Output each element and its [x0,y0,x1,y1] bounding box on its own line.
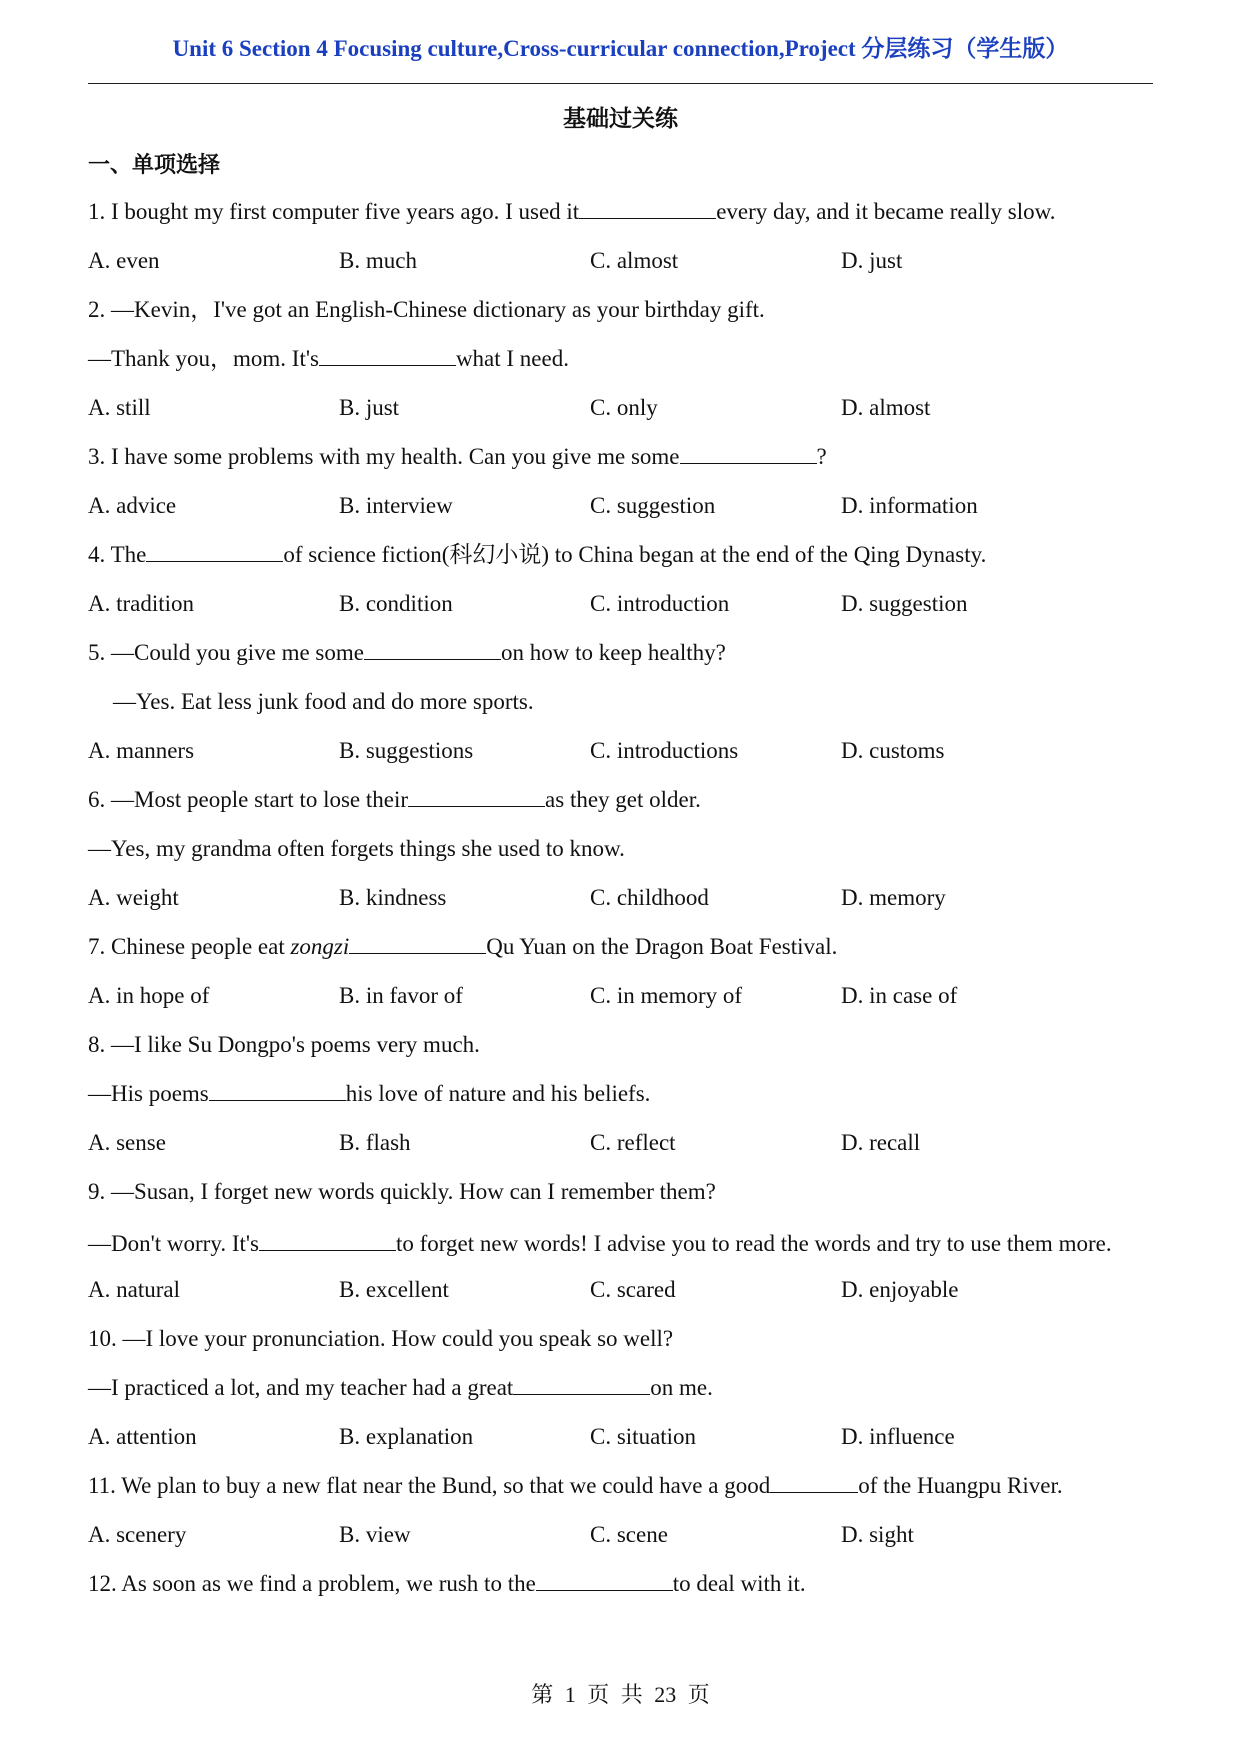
answer-option[interactable]: C. suggestion [590,493,716,518]
answer-option[interactable]: B. in favor of [339,983,463,1008]
answer-option[interactable]: B. condition [339,591,453,616]
question-item [88,631,1163,778]
answer-option[interactable]: D. just [841,248,903,273]
question-stem [88,1170,1163,1219]
question-text: 6. —Most people start to lose their [88,787,409,812]
answer-option[interactable]: C. in memory of [590,983,743,1008]
answer-options [88,876,1163,925]
answer-options [88,582,1163,631]
section-title: 基础过关练 [563,106,678,132]
question-stem [88,1317,1163,1366]
question-stem [88,631,1163,680]
answer-option[interactable]: D. memory [841,885,946,910]
question-dialogue-line [88,1072,1163,1121]
answer-option[interactable]: C. scene [590,1522,668,1547]
question-item [88,1023,1163,1170]
answer-option[interactable]: A. advice [88,493,177,518]
question-item [88,778,1163,925]
answer-options [88,1268,1163,1317]
question-text: his love of nature and his beliefs. [345,1081,651,1106]
question-text: 9. —Susan, I forget new words quickly. How can I remember them? [88,1179,716,1204]
answer-option[interactable]: B. flash [339,1130,411,1155]
question-text: 10. —I love your pronunciation. How could you speak so well? [88,1326,674,1351]
question-stem [88,435,1163,484]
answer-options [88,729,1163,778]
answer-blank[interactable] [209,1082,346,1101]
answer-option[interactable]: D. customs [841,738,945,763]
answer-options [88,239,1163,288]
answer-options [88,1513,1163,1562]
answer-blank[interactable] [349,935,486,954]
question-text: —Yes, my grandma often forgets things she used to know. [88,836,625,861]
question-item [88,288,1163,435]
question-text: ? [816,444,827,469]
answer-option[interactable]: C. situation [590,1424,697,1449]
answer-option[interactable]: C. childhood [590,885,709,910]
question-item [88,435,1163,533]
question-dialogue-line [88,827,1163,876]
question-text: 2. —Kevin，I've got an English-Chinese dictionary as your birthday gift. [88,297,765,322]
answer-option[interactable]: C. scared [590,1277,676,1302]
answer-option[interactable]: D. suggestion [841,591,968,616]
question-text: 11. We plan to buy a new flat near the Bund, so that we could have a good [88,1473,771,1498]
answer-option[interactable]: D. almost [841,395,931,420]
answer-option[interactable]: D. influence [841,1424,955,1449]
answer-option[interactable]: B. excellent [339,1277,449,1302]
question-stem [88,1562,1163,1611]
answer-option[interactable]: D. recall [841,1130,921,1155]
answer-option[interactable]: B. suggestions [339,738,474,763]
answer-blank[interactable] [770,1474,858,1493]
question-item [88,533,1163,631]
answer-option[interactable]: C. introductions [590,738,739,763]
question-text: every day, and it became really slow. [716,199,1056,224]
question-text: 5. —Could you give me some [88,640,364,665]
question-item [88,1170,1163,1317]
answer-option[interactable]: A. tradition [88,591,195,616]
question-text: —I practiced a lot, and my teacher had a great [88,1375,514,1400]
answer-blank[interactable] [259,1232,396,1251]
answer-blank[interactable] [319,347,456,366]
answer-option[interactable]: C. almost [590,248,679,273]
answer-option[interactable]: B. view [339,1522,411,1547]
question-text: 3. I have some problems with my health. Can you give me some [88,444,680,469]
answer-option[interactable]: A. sense [88,1130,166,1155]
question-text: what I need. [455,346,569,371]
header-divider [88,83,1153,84]
question-dialogue-line [88,1366,1163,1415]
answer-blank[interactable] [513,1376,650,1395]
answer-blank[interactable] [364,641,501,660]
question-item [88,925,1163,1023]
question-item [88,190,1163,288]
answer-option[interactable]: D. enjoyable [841,1277,959,1302]
answer-option[interactable]: D. in case of [841,983,958,1008]
answer-option[interactable]: B. explanation [339,1424,474,1449]
question-text: —Don't worry. It's [88,1231,259,1256]
question-stem [88,1023,1163,1072]
answer-option[interactable]: B. just [339,395,400,420]
question-text: to forget new words! I advise you to read the words and try to use them more. [395,1231,1112,1256]
question-text: —Thank you，mom. It's [88,346,319,371]
answer-option[interactable]: A. scenery [88,1522,187,1547]
question-item [88,1464,1163,1562]
answer-blank[interactable] [146,543,283,562]
question-dialogue-line [88,680,1163,729]
question-list [88,190,1163,1611]
answer-option[interactable]: D. information [841,493,978,518]
question-stem [88,925,1163,974]
question-stem [88,778,1163,827]
question-text: as they get older. [545,787,701,812]
answer-option[interactable]: A. weight [88,885,179,910]
answer-option[interactable]: C. reflect [590,1130,676,1155]
question-stem [88,288,1163,337]
question-dialogue-line [88,337,1163,386]
answer-option[interactable]: B. much [339,248,417,273]
question-text: Qu Yuan on the Dragon Boat Festival. [486,934,838,959]
answer-option[interactable]: A. still [88,395,151,420]
question-text: —Yes. Eat less junk food and do more sports. [113,689,534,714]
question-text: to deal with it. [672,1571,806,1596]
answer-option[interactable]: A. natural [88,1277,180,1302]
question-text: —His poems [88,1081,209,1106]
question-item [88,1562,1163,1611]
answer-option[interactable]: A. even [88,248,160,273]
answer-option[interactable]: B. interview [339,493,453,518]
answer-option[interactable]: C. introduction [590,591,730,616]
answer-options [88,974,1163,1023]
answer-option[interactable]: D. sight [841,1522,914,1547]
answer-options [88,1121,1163,1170]
question-text: 7. Chinese people eat [88,934,291,959]
answer-option[interactable]: C. only [590,395,658,420]
part-title: 一、单项选择 [88,153,221,178]
answer-option[interactable]: A. attention [88,1424,197,1449]
answer-options [88,484,1163,533]
answer-blank[interactable] [680,445,817,464]
answer-blank[interactable] [536,1572,673,1591]
answer-option[interactable]: A. manners [88,738,195,763]
question-dialogue-line [88,1219,1163,1268]
question-text: on how to keep healthy? [500,640,726,665]
answer-blank[interactable] [579,200,716,219]
question-stem [88,1464,1163,1513]
answer-options [88,386,1163,435]
question-item [88,1317,1163,1464]
question-text: 12. As soon as we find a problem, we rush to the [88,1571,536,1596]
answer-option[interactable]: A. in hope of [88,983,210,1008]
question-text: zongzi [290,934,350,959]
page-footer: 第 1 页 共 23 页 [531,1682,710,1707]
question-stem [88,533,1163,582]
question-text: of the Huangpu River. [858,1473,1063,1498]
question-text: on me. [650,1375,713,1400]
question-text: of science fiction(科幻小说) to China began at the end of the Qing Dynasty. [283,542,987,567]
question-text: 8. —I like Su Dongpo's poems very much. [88,1032,480,1057]
document-header: Unit 6 Section 4 Focusing culture,Cross-curricular connection,Project 分层练习（学生版） [172,36,1069,61]
answer-blank[interactable] [408,788,545,807]
question-text: 1. I bought my first computer five years ago. I used it [88,199,580,224]
answer-options [88,1415,1163,1464]
question-stem [88,190,1163,239]
answer-option[interactable]: B. kindness [339,885,447,910]
question-text: 4. The [88,542,147,567]
